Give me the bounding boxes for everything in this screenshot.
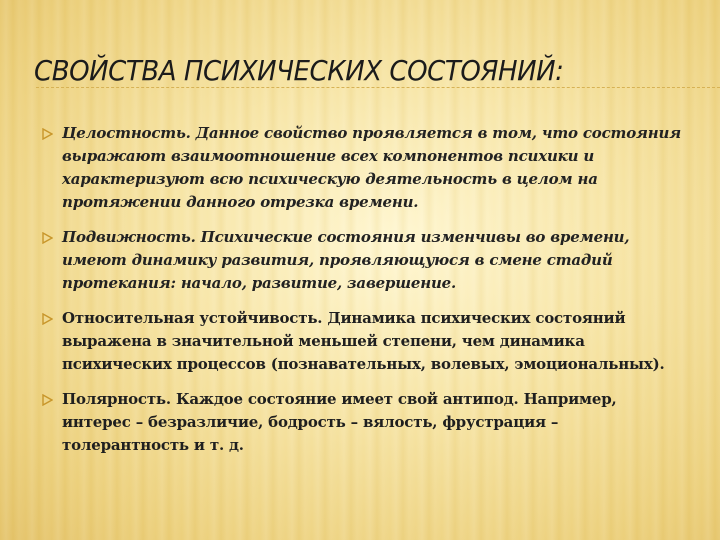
bullet-item-integrity <box>40 122 690 214</box>
bullet-item-mobility <box>40 226 690 295</box>
arrow-bullet-icon <box>42 128 53 140</box>
arrow-bullet-icon <box>42 232 53 244</box>
bullet-text: Полярность. Каждое состояние имеет свой антипод. Например, интерес – безразличие, бодрость – вялость, фрустрация – толерантность и т. д. <box>62 390 617 454</box>
bullet-item-stability <box>40 307 690 376</box>
bullet-text: Относительная устойчивость. Динамика психических состояний выражена в значительной меньшей степени, чем динамика психических процессов (познавательных, волевых, эмоциональных). <box>62 309 665 373</box>
bullet-item-polarity <box>40 388 690 457</box>
slide-title: СВОЙСТВА ПСИХИЧЕСКИХ СОСТОЯНИЙ: <box>34 54 564 87</box>
bullet-list <box>40 122 690 469</box>
title-divider <box>36 87 720 88</box>
bullet-text: Подвижность. Психические состояния изменчивы во времени, имеют динамику развития, проявляющуюся в смене стадий протекания: начало, развитие, завершение. <box>62 228 630 292</box>
arrow-bullet-icon <box>42 394 53 406</box>
arrow-bullet-icon <box>42 313 53 325</box>
bullet-text: Целостность. Данное свойство проявляется в том, что состояния выражают взаимоотношение всех компонентов психики и характеризуют всю психическую деятельность в целом на протяжении данного отрезка времени. <box>62 124 681 211</box>
